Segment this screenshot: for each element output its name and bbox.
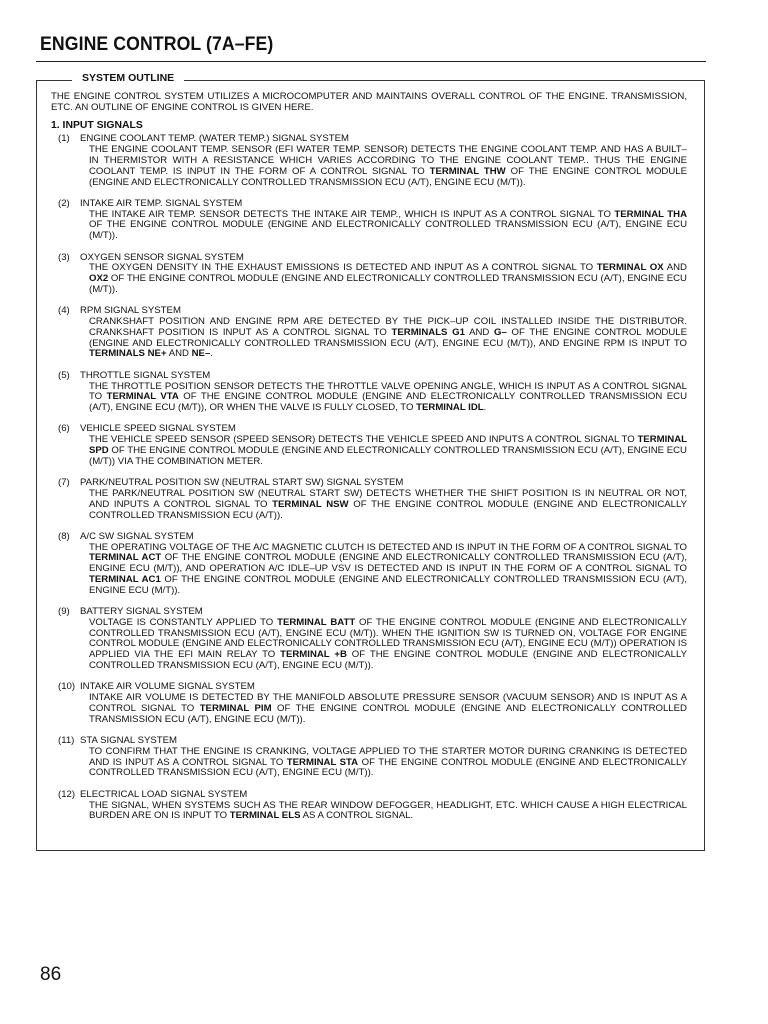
terminal-name: G– [494,326,507,338]
body-text: OF THE ENGINE CONTROL MODULE (ENGINE AND ELECTRONICALLY CONTROLLED TRANSMISSION ECU (A/T), ENGINE ECU (M/T)). [89,649,687,672]
terminal-name: TERMINAL ELS [229,810,301,822]
signal-item-number: (7) [58,477,70,489]
signal-item-number: (4) [58,305,70,317]
body-text: OF THE ENGINE CONTROL MODULE (ENGINE AND ELECTRONICALLY CONTROLLED TRANSMISSION ECU (A/T), ENGINE ECU (M/T)), AND OPERATION A/C IDLE–UP VSV IS DETECTED AND IS INPUT IN THE FORM OF A CONTROL SIGNAL TO [89,552,687,575]
body-text: TO CONFIRM THAT THE ENGINE IS CRANKING, VOLTAGE APPLIED TO THE STARTER MOTOR DURING CRANKING IS DETECTED AND IS INPUT AS A CONTROL SIGNAL TO [89,745,687,768]
signal-item-title: STA SIGNAL SYSTEM [80,735,178,747]
signal-item-title: INTAKE AIR VOLUME SIGNAL SYSTEM [80,681,255,693]
terminal-name: TERMINAL STA [286,756,359,768]
signal-item [51,607,687,672]
signal-item-number: (8) [58,530,70,542]
signal-item-number: (3) [58,251,70,263]
body-text: AND [464,326,495,338]
body-text: AS A CONTROL SIGNAL. [300,810,414,822]
signal-item [51,532,687,597]
terminal-name: TERMINAL AC1 [89,573,161,585]
terminal-name: TERMINAL NSW [272,498,349,510]
signal-item-body [80,382,687,414]
outline-content [51,92,687,833]
signal-item-body [80,693,687,725]
signal-item-title: RPM SIGNAL SYSTEM [80,305,181,317]
terminal-name: TERMINAL PIM [199,702,272,714]
signal-item-title: ELECTRICAL LOAD SIGNAL SYSTEM [80,788,248,800]
body-text: OF THE ENGINE CONTROL MODULE (ENGINE AND ELECTRONICALLY CONTROLLED TRANSMISSION ECU (A/T), ENGINE ECU (M/T)). WHEN THE IGNITION SW IS TURNED ON, VOLTAGE FOR ENGINE CONTROL MODULE (ENGINE AND ELECTRONICALLY CONTROLLED TRANSMISSION ECU (A/T), ENGINE ECU (M/T)) OPERATION IS APPLIED VIA THE EFI MAIN RELAY TO [89,616,687,661]
signal-item-number: (6) [58,423,70,435]
signal-item-number: (5) [58,369,70,381]
body-text: THE PARK/NEUTRAL POSITION SW (NEUTRAL START SW) DETECTS WHETHER THE SHIFT POSITION IS IN NEUTRAL OR NOT, AND INPUTS A CONTROL SIGNAL TO [89,487,687,510]
body-text: OF THE ENGINE CONTROL MODULE (ENGINE AND ELECTRONICALLY CONTROLLED TRANSMISSION ECU (A/T), ENGINE ECU (M/T)). [89,702,687,725]
terminal-name: NE– [191,348,211,360]
signal-item [51,371,687,414]
section-heading: SYSTEM OUTLINE [72,72,184,84]
signal-item-body [80,543,687,597]
input-signals-heading: 1. INPUT SIGNALS [51,119,143,131]
terminal-name: TERMINAL OX [596,262,664,274]
signal-item-body [80,317,687,360]
signal-item [51,134,687,188]
body-text: THE VEHICLE SPEED SENSOR (SPEED SENSOR) DETECTS THE VEHICLE SPEED AND INPUTS A CONTROL SIGNAL TO [89,434,638,446]
body-text: CRANKSHAFT POSITION AND ENGINE RPM ARE DETECTED BY THE PICK–UP COIL INSTALLED INSIDE THE DISTRIBUTOR. CRANKSHAFT POSITION IS INPUT AS A CONTROL SIGNAL TO [89,316,687,338]
body-text: OF THE ENGINE CONTROL MODULE (ENGINE AND ELECTRONICALLY CONTROLLED TRANSMISSION ECU (A/T), ENGINE ECU (M/T)). [89,756,688,779]
terminal-name: OX2 [89,273,109,285]
body-text: THE OPERATING VOLTAGE OF THE A/C MAGNETIC CLUTCH IS DETECTED AND IS INPUT IN THE FORM OF A CONTROL SIGNAL TO [89,541,687,553]
body-text: THE ENGINE COOLANT TEMP. SENSOR (EFI WATER TEMP. SENSOR) DETECTS THE ENGINE COOLANT TEMP. AND HAS A BUILT–IN THERMISTOR WITH A RESISTANCE WHICH VARIES ACCORDING TO THE ENGINE COOLANT TEMP.. THUS THE ENGINE COOLANT TEMP. IS INPUT IN THE FORM OF A CONTROL SIGNAL TO [89,144,687,177]
signal-list [51,134,687,822]
signal-item-title: ENGINE COOLANT TEMP. (WATER TEMP.) SIGNAL SYSTEM [80,133,350,145]
terminal-name: TERMINAL VTA [106,391,179,403]
body-text: AND [166,348,192,360]
signal-item [51,424,687,467]
body-text: VOLTAGE IS CONSTANTLY APPLIED TO [89,616,278,628]
terminal-name: TERMINALS NE+ [89,348,167,360]
body-text: OF THE ENGINE CONTROL MODULE (ENGINE AND ELECTRONICALLY CONTROLLED TRANSMISSION ECU (A/T), ENGINE ECU (M/T)), OR WHEN THE VALVE IS FULLY CLOSED, TO [89,391,687,414]
page-number: 86 [40,964,62,985]
signal-item [51,682,687,725]
terminal-name: TERMINAL THW [429,165,506,177]
signal-item-title: PARK/NEUTRAL POSITION SW (NEUTRAL START SW) SIGNAL SYSTEM [80,477,404,489]
body-text: AND [663,262,687,274]
signal-item [51,253,687,296]
signal-item-number: (11) [58,735,75,747]
signal-item-number: (10) [58,681,76,693]
signal-item-number: (9) [58,606,70,618]
body-text: OF THE ENGINE CONTROL MODULE (ENGINE AND ELECTRONICALLY CONTROLLED TRANSMISSION ECU (A/T), ENGINE ECU (M/T)) VIA THE COMBINATION METER. [89,445,687,467]
signal-item-body [80,435,687,467]
signal-item-title: BATTERY SIGNAL SYSTEM [80,606,203,618]
body-text: THE SIGNAL, WHEN SYSTEMS SUCH AS THE REAR WINDOW DEFOGGER, HEADLIGHT, ETC. WHICH CAUSE A HIGH ELECTRICAL BURDEN ARE ON IS INPUT TO [89,799,687,822]
signal-item-body [80,618,687,672]
body-text: OF THE ENGINE CONTROL MODULE (ENGINE AND ELECTRONICALLY CONTROLLED TRANSMISSION ECU (A/T), ENGINE ECU (M/T)). [89,219,687,242]
signal-item-number: (12) [58,788,76,800]
body-text: INTAKE AIR VOLUME IS DETECTED BY THE MANIFOLD ABSOLUTE PRESSURE SENSOR (VACUUM SENSOR) AND IS INPUT AS A CONTROL SIGNAL TO [89,692,687,714]
body-text: THE INTAKE AIR TEMP. SENSOR DETECTS THE INTAKE AIR TEMP., WHICH IS INPUT AS A CONTROL SIGNAL TO [89,208,615,220]
signal-item-title: VEHICLE SPEED SIGNAL SYSTEM [80,423,236,435]
terminal-name: TERMINAL THA [614,208,687,220]
signal-item-body [80,145,687,188]
signal-item-body [80,489,687,521]
signal-item-title: INTAKE AIR TEMP. SIGNAL SYSTEM [80,197,243,209]
signal-item-title: THROTTLE SIGNAL SYSTEM [80,369,211,381]
body-text: . [483,402,487,414]
body-text: THE OXYGEN DENSITY IN THE EXHAUST EMISSIONS IS DETECTED AND INPUT AS A CONTROL SIGNAL TO [89,262,597,274]
body-text: OF THE ENGINE CONTROL MODULE (ENGINE AND ELECTRONICALLY CONTROLLED TRANSMISSION ECU (A/T), ENGINE ECU (M/T)). [89,273,687,295]
terminal-name: TERMINAL IDL [416,402,484,414]
title-rule [36,61,706,62]
terminal-name: TERMINAL SPD [89,434,687,457]
body-text: OF THE ENGINE CONTROL MODULE (ENGINE AND ELECTRONICALLY CONTROLLED TRANSMISSION ECU (A/T), ENGINE ECU (M/T)). [89,165,687,188]
terminal-name: TERMINAL BATT [277,616,356,628]
signal-item-title: OXYGEN SENSOR SIGNAL SYSTEM [80,251,244,263]
signal-item-title: A/C SW SIGNAL SYSTEM [80,530,194,542]
signal-item-number: (1) [58,133,70,145]
signal-item [51,306,687,360]
body-text: OF THE ENGINE CONTROL MODULE (ENGINE AND ELECTRONICALLY CONTROLLED TRANSMISSION ECU (A/T), ENGINE ECU (M/T)). [89,573,688,596]
signal-item [51,478,687,521]
terminal-name: TERMINAL +B [280,649,347,661]
signal-item [51,736,687,779]
terminal-name: TERMINALS G1 [391,326,465,338]
body-text: . [210,348,213,360]
body-text: OF THE ENGINE CONTROL MODULE (ENGINE AND ELECTRONICALLY CONTROLLED TRANSMISSION ECU (A/T)). [89,498,687,521]
signal-item-body [80,747,687,779]
signal-item-body [80,210,687,242]
page-title: ENGINE CONTROL (7A–FE) [40,34,274,55]
terminal-name: TERMINAL ACT [89,552,162,564]
body-text: THE THROTTLE POSITION SENSOR DETECTS THE THROTTLE VALVE OPENING ANGLE, WHICH IS INPUT AS A CONTROL SIGNAL TO [89,380,687,403]
intro-paragraph: THE ENGINE CONTROL SYSTEM UTILIZES A MICROCOMPUTER AND MAINTAINS OVERALL CONTROL OF THE ENGINE. TRANSMISSION, ETC. AN OUTLINE OF ENGINE CONTROL IS GIVEN HERE. [51,91,687,113]
body-text: OF THE ENGINE CONTROL MODULE (ENGINE AND ELECTRONICALLY CONTROLLED TRANSMISSION ECU (A/T), ENGINE ECU (M/T)), AND ENGINE RPM IS INPUT TO [89,326,687,349]
signal-item-body [80,801,687,823]
signal-item [51,199,687,242]
signal-item-number: (2) [58,197,70,209]
signal-item [51,790,687,822]
signal-item-body [80,263,687,295]
